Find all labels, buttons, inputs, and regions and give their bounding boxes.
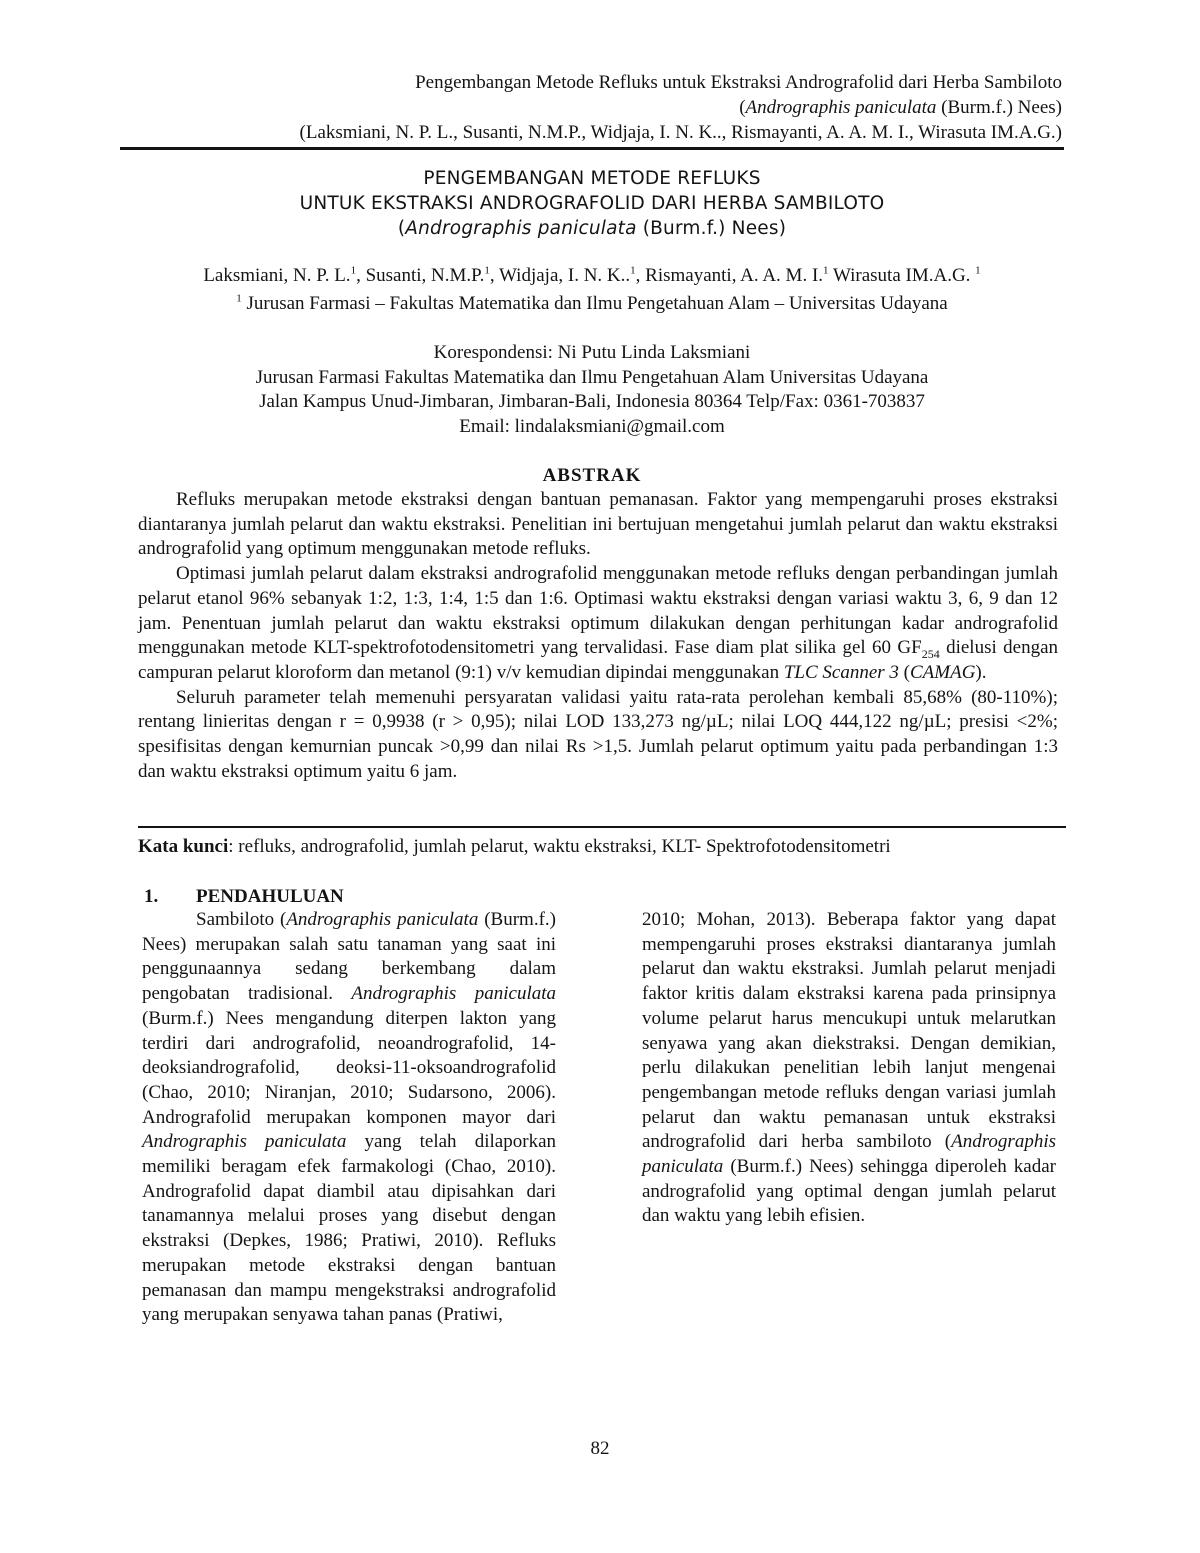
running-header-line-2: (Andrographis paniculata (Burm.f.) Nees) bbox=[739, 97, 1062, 118]
correspondence-email: Email: lindalaksmiani@gmail.com bbox=[459, 415, 725, 437]
keywords-text: : refluks, andrografolid, jumlah pelarut, waktu ekstraksi, KLT- Spektrofotodensitometri bbox=[228, 836, 891, 857]
abstract-paragraph-1: Refluks merupakan metode ekstraksi dengan bantuan pemanasan. Faktor yang mempengaruhi proses ekstraksi diantaranya jumlah pelarut dan waktu ekstraksi. Penelitian ini bertujuan mengetahui jumlah pelarut dan waktu ekstraksi andrografolid yang optimum menggunakan metode refluks. bbox=[138, 489, 1058, 560]
title-line-1: PENGEMBANGAN METODE REFLUKS bbox=[423, 168, 761, 189]
keywords bbox=[138, 834, 1068, 859]
title-line-2: UNTUK EKSTRAKSI ANDROGRAFOLID DARI HERBA SAMBILOTO bbox=[299, 193, 885, 214]
intro-paragraph-right: 2010; Mohan, 2013). Beberapa faktor yang dapat mempengaruhi proses ekstraksi diantaranya jumlah pelarut dan waktu ekstraksi. Jumlah pelarut menjadi faktor kritis dalam ekstraksi karena pada prinsipnya volume pelarut harus mencukupi untuk melarutkan senyawa yang akan diekstraksi. Dengan demikian, perlu dilakukan penelitian lebih lanjut mengenai pengembangan metode refluks dengan variasi jumlah pelarut dan waktu pemanasan untuk ekstraksi andrografolid dari herba sambiloto (Andrographis paniculata (Burm.f.) Nees) sehingga diperoleh kadar andrografolid yang optimal dengan jumlah pelarut dan waktu yang lebih efisien. bbox=[642, 909, 1056, 1227]
body-column-right bbox=[642, 908, 1056, 1229]
affiliation: $^1$ Jurusan Farmasi – Fakultas Matematika dan Ilmu Pengetahuan Alam – Universitas Udayana bbox=[236, 292, 948, 314]
running-header-authors: (Laksmiani, N. P. L., Susanti, N.M.P., Widjaja, I. N. K.., Rismayanti, A. A. M. I., Wirasuta IM.A.G.) bbox=[299, 122, 1062, 143]
intro-paragraph-left: Sambiloto (Andrographis paniculata (Burm.f.) Nees) merupakan salah satu tanaman yang saat ini penggunaannya sedang berkembang dalam pengobatan tradisional. Andrographis paniculata (Burm.f.) Nees mengandung diterpen lakton yang terdiri dari andrografolid, neoandrografolid, 14-deoksiandrografolid, deoksi-11-oksoandrografolid (Chao, 2010; Niranjan, 2010; Sudarsono, 2006). Andrografolid merupakan komponen mayor dari Andrographis paniculata yang telah dilaporkan memiliki beragam efek farmakologi (Chao, 2010). Andrografolid dapat diambil atau dipisahkan dari tanamannya melalui proses yang disebut dengan ekstraksi (Depkes, 1986; Pratiwi, 2010). Refluks merupakan metode ekstraksi dengan bantuan pemanasan dan mampu mengekstraksi andrografolid yang merupakan senyawa tahan panas (Pratiwi, bbox=[142, 909, 556, 1326]
title-line-3: (Andrographis paniculata (Burm.f.) Nees) bbox=[397, 218, 787, 239]
correspondence-block bbox=[120, 341, 1064, 439]
running-header-line-1: Pengembangan Metode Refluks untuk Ekstraksi Andrografolid dari Herba Sambiloto bbox=[415, 72, 1062, 93]
authors-line: Laksmiani, N. P. L.$^1$, Susanti, N.M.P.$^1$, Widjaja, I. N. K..$^1$, Rismayanti, A. A. M. I.$^1$ Wirasuta IM.A.G. $^1$ bbox=[203, 264, 981, 286]
correspondence-address: Jalan Kampus Unud-Jimbaran, Jimbaran-Bali, Indonesia 80364 Telp/Fax: 0361-703837 bbox=[259, 391, 925, 412]
body-column-left bbox=[142, 908, 556, 1328]
section-heading bbox=[144, 884, 344, 909]
correspondence-name: Korespondensi: Ni Putu Linda Laksmiani bbox=[433, 342, 751, 363]
header-rule bbox=[120, 147, 1064, 150]
author-list bbox=[120, 262, 1064, 318]
keywords-rule bbox=[138, 826, 1066, 828]
section-number: 1. bbox=[144, 886, 159, 907]
title-species: Andrographis paniculata bbox=[405, 218, 637, 239]
page-number: 82 bbox=[590, 1438, 610, 1459]
abstract-body bbox=[138, 488, 1058, 784]
section-title: PENDAHULUAN bbox=[196, 886, 344, 907]
running-header-species: Andrographis paniculata bbox=[745, 97, 937, 118]
abstract-paragraph-3: Seluruh parameter telah memenuhi persyaratan validasi yaitu rata-rata perolehan kembali 85,68% (80-110%); rentang linieritas dengan r = 0,9938 (r > 0,95); nilai LOD 133,273 ng/µL; nilai LOQ 444,122 ng/µL; presisi <2%; spesifisitas dengan kemurnian puncak >0,99 dan nilai Rs >1,5. Jumlah pelarut optimum yaitu pada perbandingan 1:3 dan waktu ekstraksi optimum yaitu 6 jam. bbox=[138, 686, 1058, 782]
abstract-heading: ABSTRAK bbox=[542, 465, 642, 486]
abstract-paragraph-2: Optimasi jumlah pelarut dalam ekstraksi andrografolid menggunakan metode refluks dengan perbandingan jumlah pelarut etanol 96% sebanyak 1:2, 1:3, 1:4, 1:5 dan 1:6. Optimasi waktu ekstraksi dengan variasi waktu 3, 6, 9 dan 12 jam. Penentuan jumlah pelarut dan waktu ekstraksi optimum dilakukan dengan perhitungan kadar andrografolid menggunakan metode KLT-spektrofotodensitometri yang tervalidasi. Fase diam plat silika gel 60 $GF_{254}$ dielusi dengan campuran pelarut kloroform dan metanol (9:1) v/v kemudian dipindai menggunakan TLC Scanner 3 (CAMAG). bbox=[138, 563, 1058, 683]
running-header bbox=[122, 70, 1062, 145]
paper-title bbox=[120, 166, 1064, 241]
keywords-label: Kata kunci bbox=[138, 836, 229, 857]
correspondence-department: Jurusan Farmasi Fakultas Matematika dan Ilmu Pengetahuan Alam Universitas Udayana bbox=[255, 366, 929, 388]
